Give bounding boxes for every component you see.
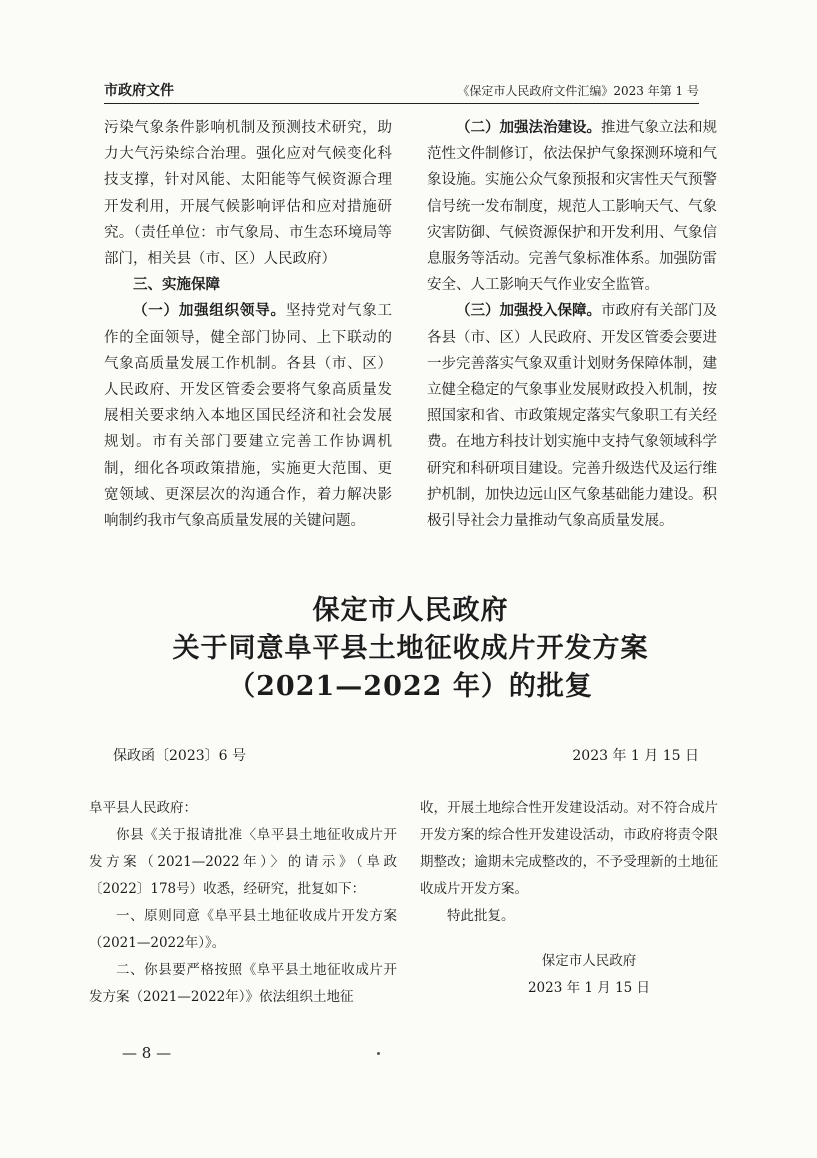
reply-left-column xyxy=(89,795,397,1011)
item-3-paragraph xyxy=(427,298,717,534)
item-3-lead: （三）加强投入保障。 xyxy=(456,302,601,320)
running-header xyxy=(104,80,699,102)
page-number: — 8 — xyxy=(122,1044,172,1062)
top-right-column xyxy=(427,115,717,534)
header-rule xyxy=(104,103,699,104)
item-3-body: 市政府有关部门及各县（市、区）人民政府、开发区管委会要进一步完善落实气象双重计划财务保障体制，建立健全稳定的气象事业发展财政投入机制，按照国家和省、市政策规定落实气象职工有关经费。在地方科技计划实施中支持气象领域科学研究和科研项目建设。完善升级迭代及运行维护机制，加快边远山区气象基础能力建设。积极引导社会力量推动气象高质量发展。 xyxy=(427,303,717,530)
top-left-column xyxy=(104,115,392,534)
item-2-paragraph xyxy=(427,115,717,298)
signature-org: 保定市人民政府 xyxy=(541,953,637,969)
reply-paragraph-3-start: 二、你县要严格按照《阜平县土地征收成片开发方案（2021—2022年）》依法组织土地征 xyxy=(89,962,397,1005)
title-line-1: 保定市人民政府 xyxy=(312,595,509,626)
item-1-paragraph xyxy=(104,298,392,534)
addressee: 阜平县人民政府： xyxy=(89,800,197,816)
signature-date: 2023 年 1 月 15 日 xyxy=(527,980,651,996)
document-title xyxy=(104,592,717,706)
section-heading: 三、实施保障 xyxy=(133,277,220,294)
title-line-3: （2021—2022 年）的批复 xyxy=(228,671,593,702)
item-2-lead: （二）加强法治建设。 xyxy=(456,119,601,136)
section-label: 市政府文件 xyxy=(104,83,174,99)
center-dot xyxy=(377,1052,380,1055)
continued-paragraph: 污染气象条件影响机制及预测技术研究，助力大气污染综合治理。强化应对气候变化科技支撑，针对风能、太阳能等气候资源合理开发利用，开展气候影响评估和应对措施研究。（责任单位：市气象局、市生态环境局等部门，相关县（市、区）人民政府） xyxy=(104,120,392,268)
item-1-body: 坚持党对气象工作的全面领导，健全部门协同、上下联动的气象高质量发展工作机制。各县（市、区）人民政府、开发区管委会要将气象高质量发展相关要求纳入本地区国民经济和社会发展规划。市有关部门要建立完善工作协调机制，细化各项政策措施，实施更大范围、更宽领域、更深层次的沟通合作，着力解决影响制约我市气象高质量发展的关键问题。 xyxy=(104,303,392,530)
closing-phrase: 特此批复。 xyxy=(447,908,515,924)
reply-paragraph-1: 你县《关于报请批准〈阜平县土地征收成片开发方案（2021—2022年）〉的请示》（阜政〔2022〕178号）收悉，经研究，批复如下： xyxy=(89,827,397,897)
document-date: 2023 年 1 月 15 日 xyxy=(572,748,699,764)
publication-title: 《保定市人民政府文件汇编》2023 年第 1 号 xyxy=(457,84,699,98)
title-line-2: 关于同意阜平县土地征收成片开发方案 xyxy=(172,633,649,664)
reply-right-column xyxy=(420,795,718,1002)
item-1-lead: （一）加强组织领导。 xyxy=(133,302,286,320)
reply-paragraph-2: 一、原则同意《阜平县土地征收成片开发方案（2021—2022年）》。 xyxy=(89,908,397,951)
reply-paragraph-3-end: 收，开展土地综合性开发建设活动。对不符合成片开发方案的综合性开发建设活动，市政府将责令限期整改；逾期未完成整改的，不予受理新的土地征收成片开发方案。 xyxy=(420,800,718,897)
document-number: 保政函〔2023〕6 号 xyxy=(113,748,246,764)
item-2-body: 推进气象立法和规范性文件制修订，依法保护气象探测环境和气象设施。实施公众气象预报和灾害性天气预警信号统一发布制度，规范人工影响天气、气象灾害防御、气候资源保护和开发利用、气象信息服务等活动。完善气象标准体系。加强防雷安全、人工影响天气作业安全监管。 xyxy=(427,120,717,294)
